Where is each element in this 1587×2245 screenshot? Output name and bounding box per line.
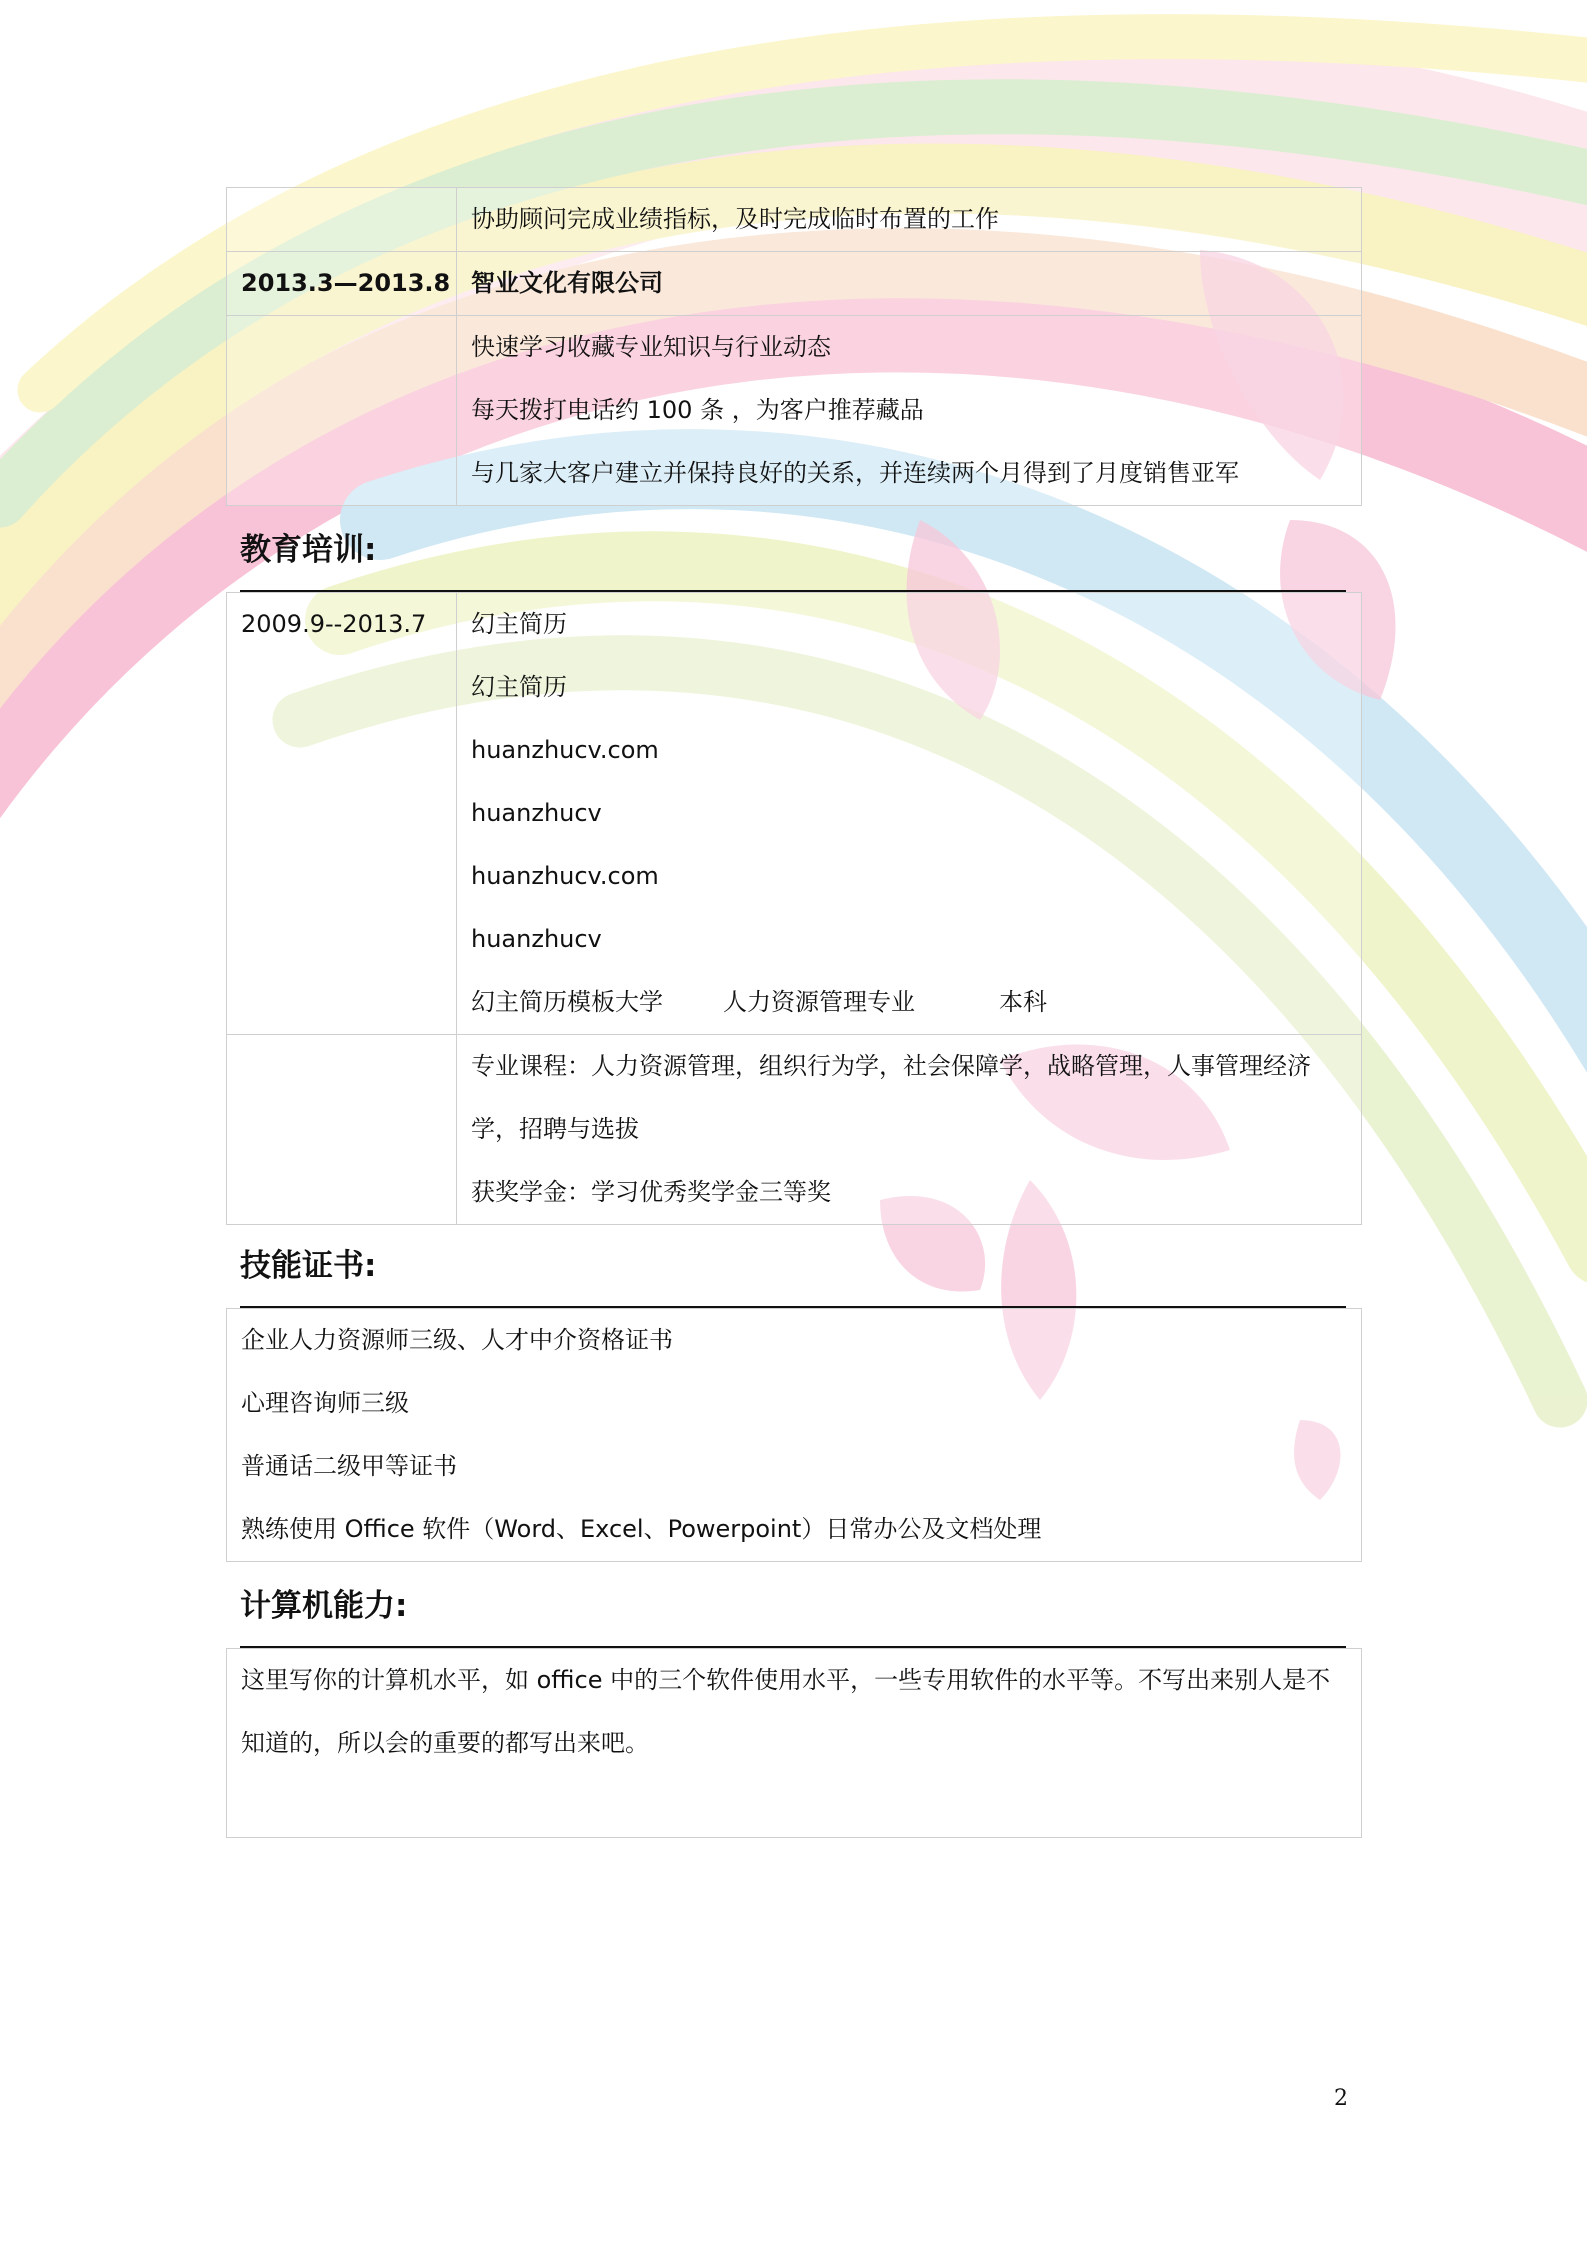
work-company-cell	[457, 252, 1362, 316]
skill-line: 熟练使用 Office 软件（Word、Excel、Powerpoint）日常办公及文档处理	[241, 1515, 1042, 1543]
table-row	[227, 1035, 1362, 1225]
duty-line: 与几家大客户建立并保持良好的关系，并连续两个月得到了月度销售亚军	[471, 459, 1239, 487]
education-line: 幻主简历	[471, 610, 567, 638]
skill-line: 企业人力资源师三级、人才中介资格证书	[241, 1326, 673, 1354]
education-line: huanzhucv.com	[471, 736, 659, 764]
computer-title: 计算机能力:	[240, 1588, 408, 1624]
table-row	[227, 188, 1362, 252]
work-date: 2013.3—2013.8	[241, 269, 451, 297]
education-line: 幻主简历	[471, 673, 567, 701]
awards: 获奖学金：学习优秀奖学金三等奖	[471, 1178, 831, 1206]
work-duty-cell	[457, 188, 1362, 252]
duty-line: 协助顾问完成业绩指标，及时完成临时布置的工作	[471, 205, 999, 233]
table-row	[227, 1649, 1362, 1838]
education-courses-cell	[457, 1035, 1362, 1225]
work-date-cell	[227, 252, 457, 316]
work-date-cell	[227, 188, 457, 252]
skills-cell	[227, 1309, 1362, 1562]
computer-text: 这里写你的计算机水平，如 office 中的三个软件使用水平，一些专用软件的水平等。不写出来别人是不知道的，所以会的重要的都写出来吧。	[241, 1666, 1331, 1757]
education-date: 2009.9--2013.7	[241, 610, 427, 638]
duty-line: 快速学习收藏专业知识与行业动态	[471, 333, 831, 361]
education-date-cell	[227, 593, 457, 1035]
skills-title: 技能证书:	[240, 1248, 377, 1284]
skill-line: 普通话二级甲等证书	[241, 1452, 457, 1480]
education-detail-cell	[457, 593, 1362, 1035]
work-date-cell	[227, 316, 457, 506]
degree: 本科	[999, 988, 1047, 1016]
education-line: huanzhucv.com	[471, 862, 659, 890]
education-date-cell	[227, 1035, 457, 1225]
table-row	[227, 316, 1362, 506]
skills-table	[226, 1308, 1362, 1562]
major: 人力资源管理专业	[723, 988, 915, 1016]
work-experience-table	[226, 187, 1362, 506]
table-row	[227, 593, 1362, 1035]
page-number: 2	[1334, 2086, 1348, 2111]
table-row	[227, 1309, 1362, 1562]
table-row	[227, 252, 1362, 316]
education-table	[226, 592, 1362, 1225]
courses: 专业课程：人力资源管理，组织行为学，社会保障学，战略管理，人事管理经济学，招聘与选拔	[471, 1052, 1311, 1143]
education-title: 教育培训:	[240, 532, 377, 568]
school-name: 幻主简历模板大学	[471, 988, 663, 1016]
duty-line: 每天拨打电话约 100 条 ，为客户推荐藏品	[471, 396, 924, 424]
work-duty-cell	[457, 316, 1362, 506]
education-line: huanzhucv	[471, 925, 602, 953]
school-line	[471, 971, 1347, 1034]
computer-table	[226, 1648, 1362, 1838]
computer-cell	[227, 1649, 1362, 1838]
education-line: huanzhucv	[471, 799, 602, 827]
work-company: 智业文化有限公司	[471, 269, 663, 297]
skill-line: 心理咨询师三级	[241, 1389, 409, 1417]
